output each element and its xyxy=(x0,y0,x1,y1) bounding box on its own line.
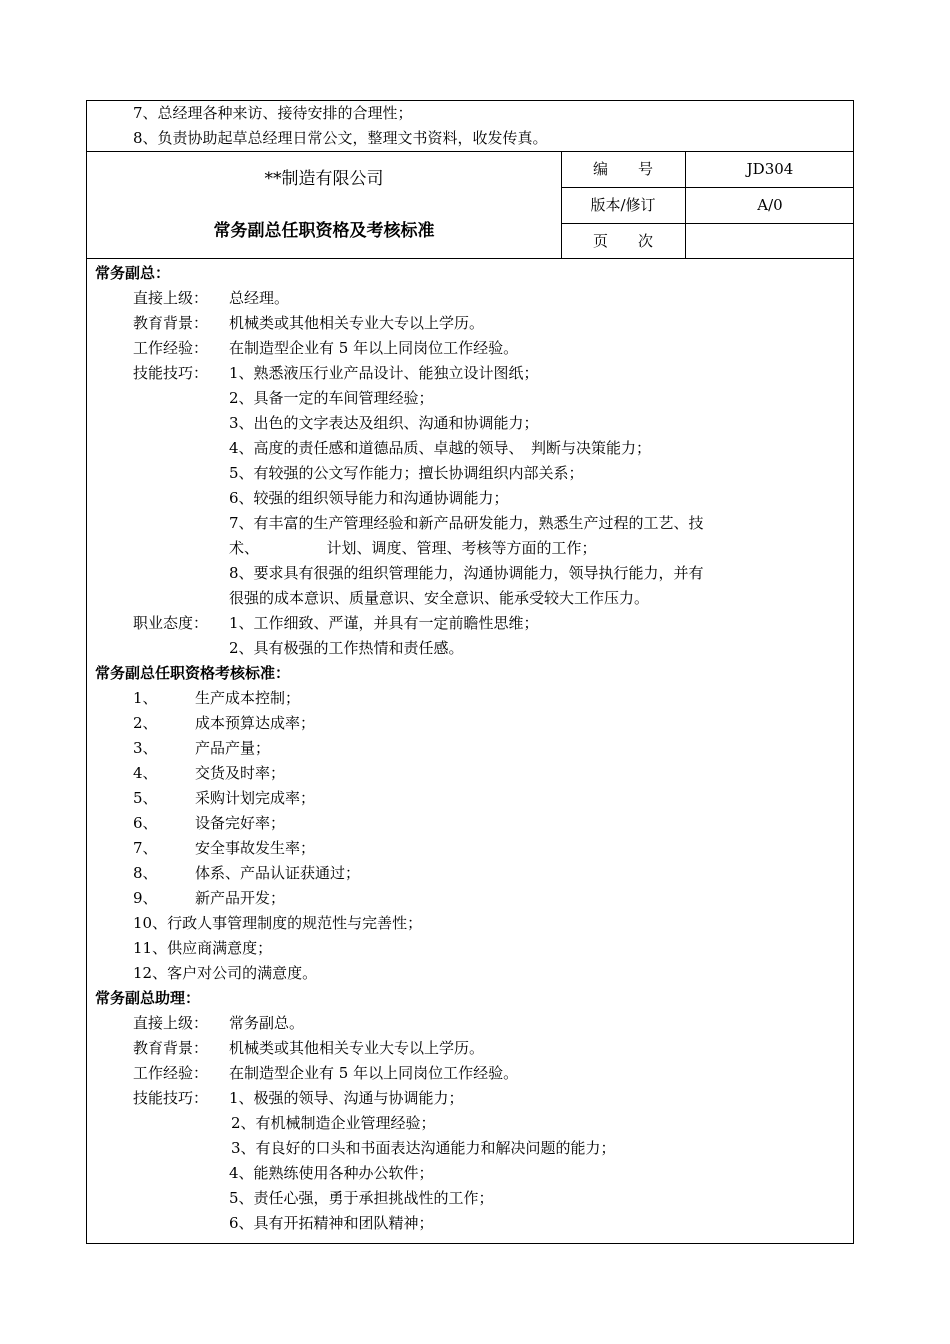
top-line-7: 7、总经理各种来访、接待安排的合理性； xyxy=(133,104,413,122)
criteria-num: 3、 xyxy=(133,739,158,757)
skill-item-continued: 很强的成本意识、质量意识、安全意识、能承受较大工作压力。 xyxy=(229,589,650,607)
criteria-num: 8、 xyxy=(133,864,158,882)
criteria-item: 12、客户对公司的满意度。 xyxy=(133,964,318,982)
company-name: **制造有限公司 xyxy=(264,169,384,189)
value-superior: 常务副总。 xyxy=(229,1014,305,1032)
label-attitude: 职业态度： xyxy=(133,614,209,632)
criteria-item: 10、行政人事管理制度的规范性与完善性； xyxy=(133,914,423,932)
label-superior: 直接上级： xyxy=(133,289,209,307)
criteria-item: 11、供应商满意度； xyxy=(133,939,273,957)
criteria-num: 1、 xyxy=(133,689,158,707)
field-label-page: 页 次 xyxy=(592,232,653,250)
skill-item: 4、高度的责任感和道德品质、卓越的领导、 判断与决策能力； xyxy=(229,439,652,457)
label-experience: 工作经验： xyxy=(133,339,209,357)
field-value-version: A/0 xyxy=(757,196,783,214)
criteria-text: 安全事故发生率； xyxy=(195,839,316,857)
criteria-text: 采购计划完成率； xyxy=(195,789,316,807)
skill-item: 5、责任心强，勇于承担挑战性的工作； xyxy=(229,1189,494,1207)
label-skills: 技能技巧： xyxy=(133,364,209,382)
criteria-num: 5、 xyxy=(133,789,158,807)
criteria-text: 成本预算达成率； xyxy=(195,714,316,732)
criteria-text: 生产成本控制； xyxy=(195,689,301,707)
top-line-8: 8、负责协助起草总经理日常公文，整理文书资料，收发传真。 xyxy=(133,129,548,147)
field-label-version: 版本/修订 xyxy=(590,196,656,214)
criteria-text: 新产品开发； xyxy=(195,889,286,907)
skill-item: 5、有较强的公文写作能力；擅长协调组织内部关系； xyxy=(229,464,584,482)
skill-item: 7、有丰富的生产管理经验和新产品研发能力，熟悉生产过程的工艺、技 xyxy=(229,514,704,532)
label-education: 教育背景： xyxy=(133,1039,209,1057)
value-education: 机械类或其他相关专业大专以上学历。 xyxy=(229,314,485,332)
attitude-item: 1、工作细致、严谨，并具有一定前瞻性思维； xyxy=(229,614,539,632)
document-title: 常务副总任职资格及考核标准 xyxy=(213,221,435,241)
criteria-text: 产品产量； xyxy=(195,739,271,757)
section-title-vp: 常务副总： xyxy=(95,264,171,282)
value-experience: 在制造型企业有 5 年以上同岗位工作经验。 xyxy=(229,1064,519,1082)
criteria-num: 4、 xyxy=(133,764,158,782)
attitude-item: 2、具有极强的工作热情和责任感。 xyxy=(229,639,464,657)
skill-item: 6、较强的组织领导能力和沟通协调能力； xyxy=(229,489,509,507)
skill-item: 8、要求具有很强的组织管理能力，沟通协调能力，领导执行能力，并有 xyxy=(229,564,704,582)
divider-header-row1 xyxy=(561,187,853,188)
skill-item: 2、有机械制造企业管理经验； xyxy=(231,1114,436,1132)
section-title-criteria: 常务副总任职资格考核标准： xyxy=(95,664,291,682)
criteria-text: 交货及时率； xyxy=(195,764,286,782)
value-experience: 在制造型企业有 5 年以上同岗位工作经验。 xyxy=(229,339,519,357)
criteria-num: 7、 xyxy=(133,839,158,857)
value-education: 机械类或其他相关专业大专以上学历。 xyxy=(229,1039,485,1057)
skill-item: 1、极强的领导、沟通与协调能力； xyxy=(229,1089,464,1107)
skill-item: 3、有良好的口头和书面表达沟通能力和解决问题的能力； xyxy=(231,1139,616,1157)
criteria-num: 2、 xyxy=(133,714,158,732)
value-superior: 总经理。 xyxy=(229,289,290,307)
skill-item: 3、出色的文字表达及组织、沟通和协调能力； xyxy=(229,414,539,432)
criteria-text: 体系、产品认证获通过； xyxy=(195,864,361,882)
document-frame xyxy=(86,100,854,1244)
criteria-num: 9、 xyxy=(133,889,158,907)
label-superior: 直接上级： xyxy=(133,1014,209,1032)
skill-item: 1、熟悉液压行业产品设计、能独立设计图纸； xyxy=(229,364,539,382)
field-value-number: JD304 xyxy=(746,160,794,178)
label-experience: 工作经验： xyxy=(133,1064,209,1082)
divider-top xyxy=(87,151,853,152)
section-title-assistant: 常务副总助理： xyxy=(95,989,201,1007)
field-label-number: 编 号 xyxy=(592,160,653,178)
divider-header-bottom xyxy=(87,258,853,259)
criteria-text: 设备完好率； xyxy=(195,814,286,832)
skill-item-continued: 术、 计划、调度、管理、考核等方面的工作； xyxy=(229,539,597,557)
label-skills: 技能技巧： xyxy=(133,1089,209,1107)
skill-item: 6、具有开拓精神和团队精神； xyxy=(229,1214,434,1232)
skill-item: 2、具备一定的车间管理经验； xyxy=(229,389,434,407)
divider-header-row2 xyxy=(561,223,853,224)
criteria-num: 6、 xyxy=(133,814,158,832)
skill-item: 4、能熟练使用各种办公软件； xyxy=(229,1164,434,1182)
label-education: 教育背景： xyxy=(133,314,209,332)
